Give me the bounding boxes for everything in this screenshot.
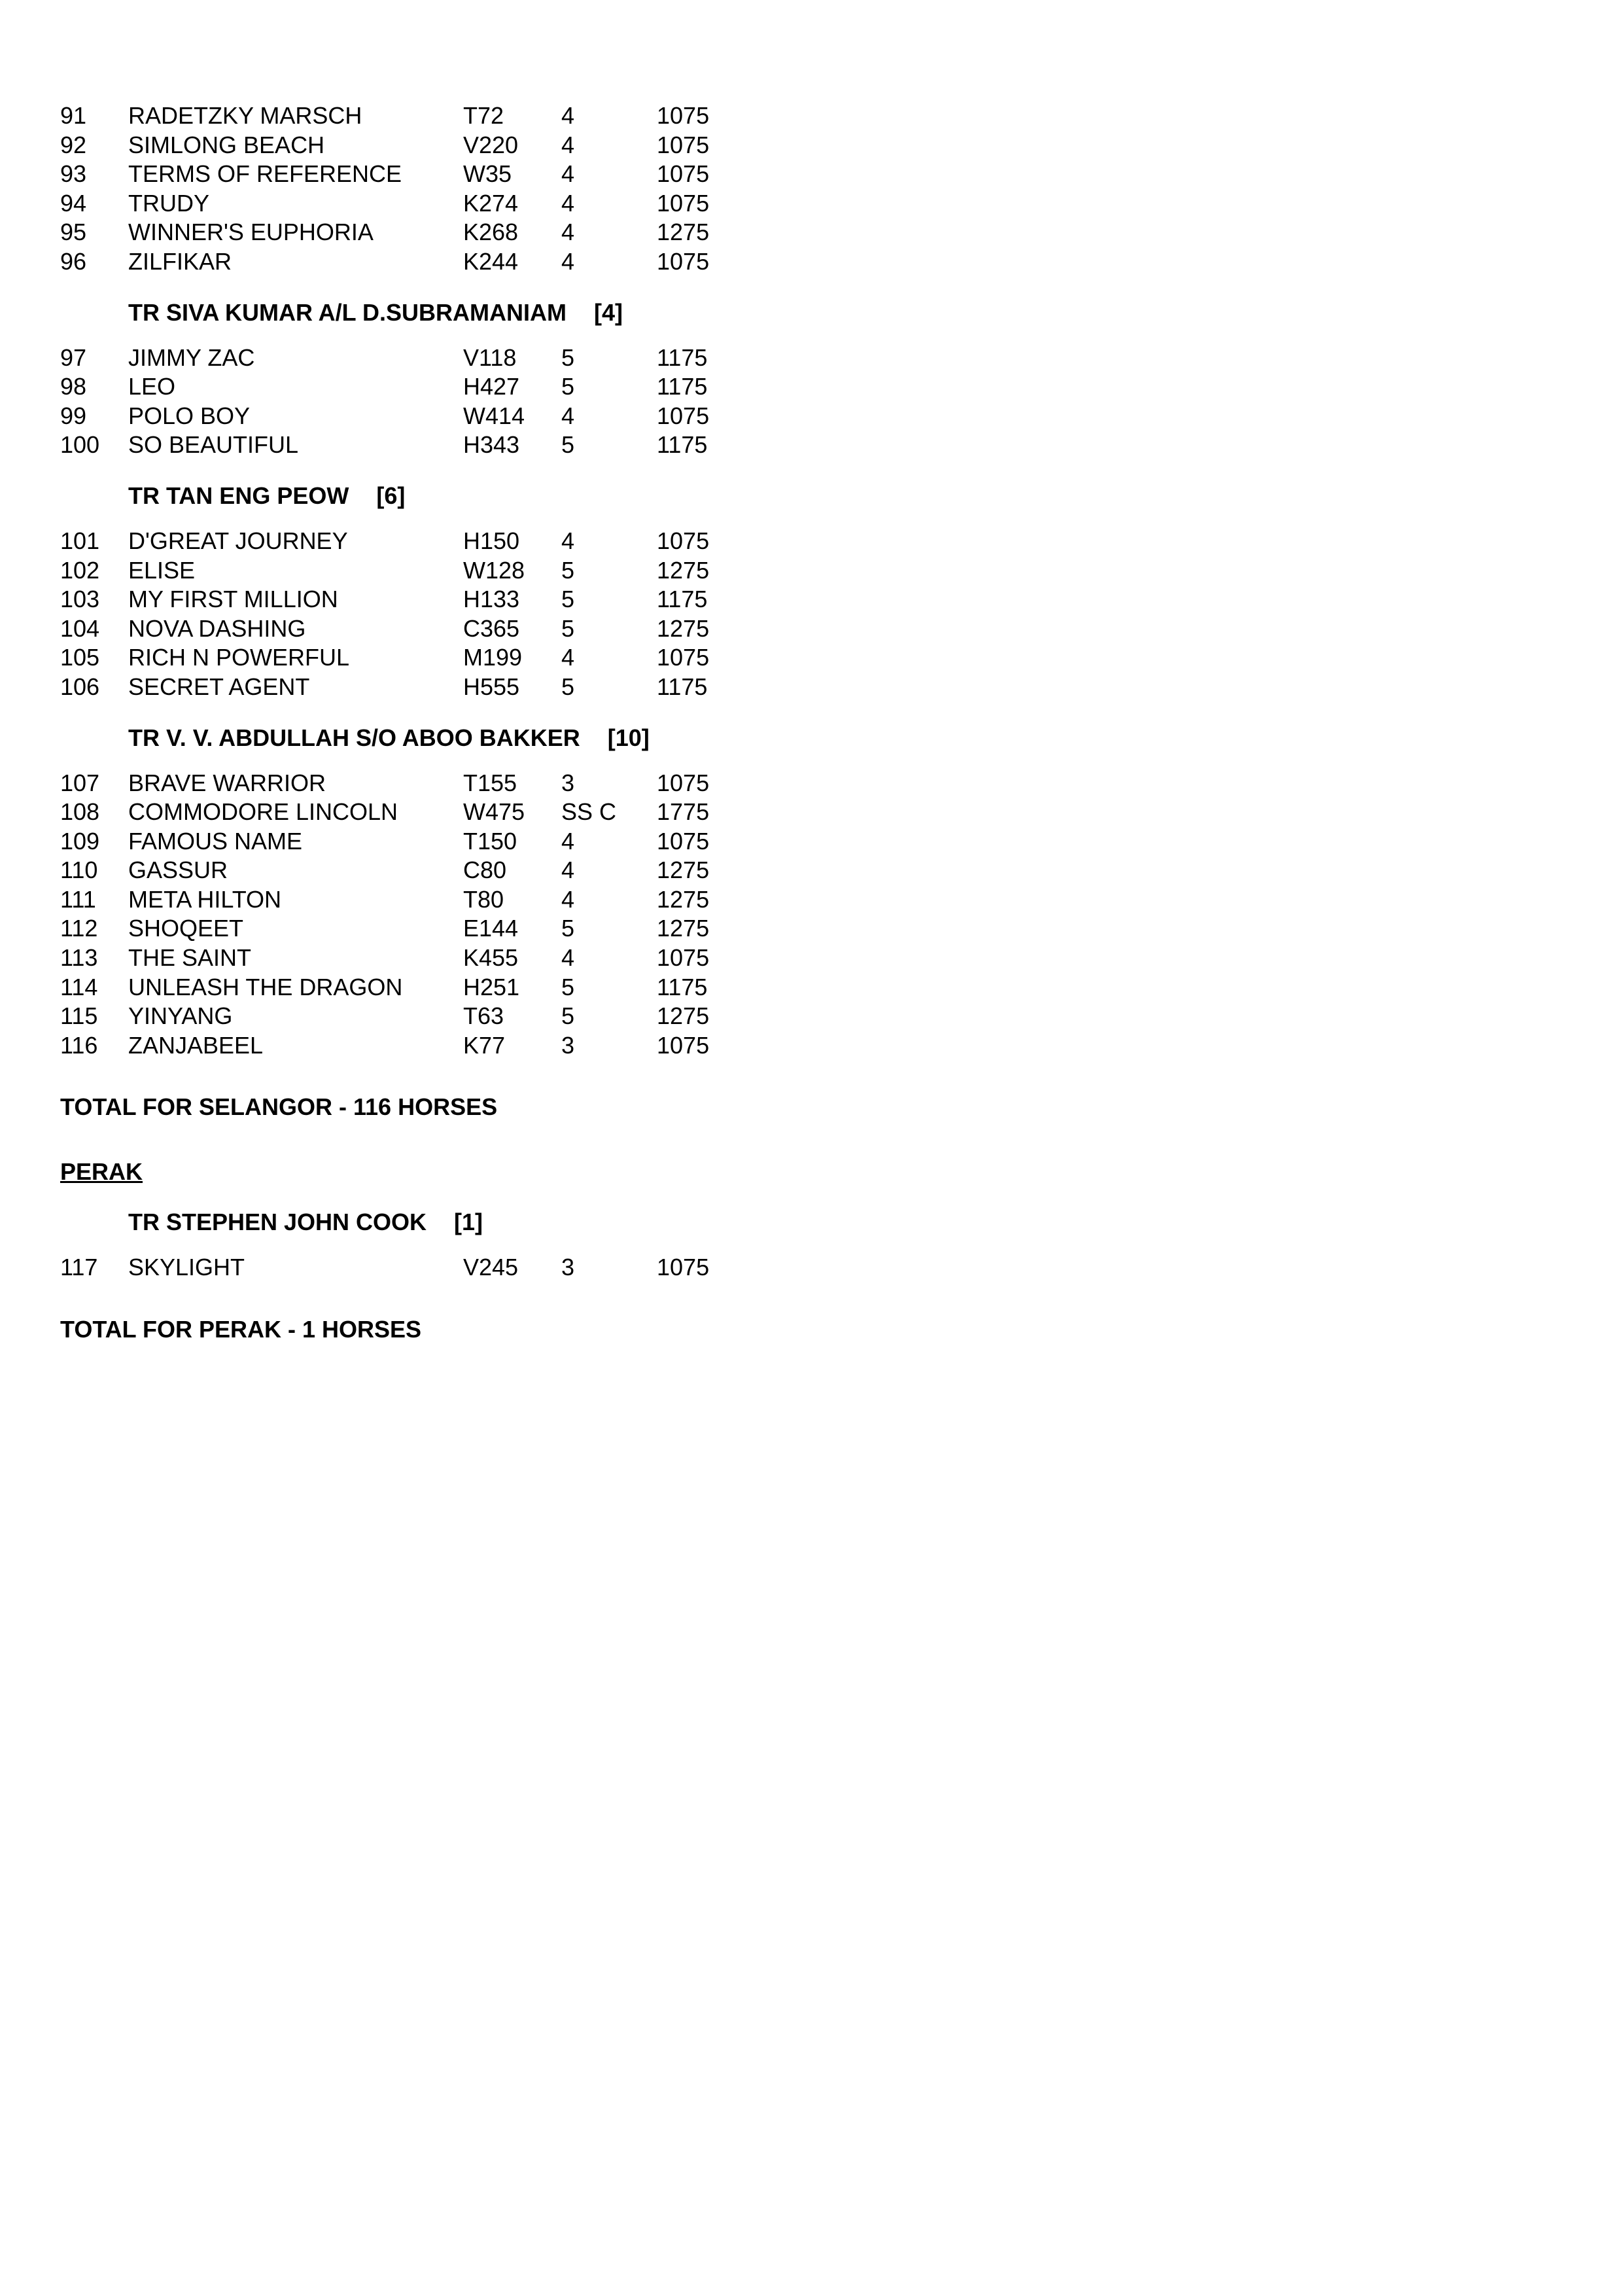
trainer-name: TR STEPHEN JOHN COOK bbox=[128, 1209, 427, 1236]
horse-row bbox=[60, 1031, 845, 1061]
trainer-heading bbox=[60, 482, 845, 510]
horse-name: ZANJABEEL bbox=[128, 1031, 264, 1059]
perak-section bbox=[60, 1208, 845, 1282]
horse-class: 3 bbox=[561, 1254, 575, 1281]
trainer-horse-count: [6] bbox=[376, 482, 406, 509]
horse-rating: 1075 bbox=[657, 944, 710, 972]
horse-number: 114 bbox=[60, 973, 98, 1000]
horse-class: 5 bbox=[561, 915, 575, 942]
horse-name: D'GREAT JOURNEY bbox=[128, 527, 348, 554]
trainer-name: TR TAN ENG PEOW bbox=[128, 482, 349, 509]
horse-code: K274 bbox=[463, 189, 519, 217]
horse-code: H133 bbox=[463, 586, 520, 613]
horse-rating: 1075 bbox=[657, 827, 710, 855]
horse-row bbox=[60, 247, 845, 277]
horse-class: 4 bbox=[561, 102, 575, 129]
horse-name: ZILFIKAR bbox=[128, 247, 232, 275]
horse-number: 98 bbox=[60, 373, 87, 400]
horse-name: JIMMY ZAC bbox=[128, 344, 255, 371]
trainer-name: TR SIVA KUMAR A/L D.SUBRAMANIAM bbox=[128, 298, 567, 326]
horse-number: 97 bbox=[60, 344, 87, 371]
horse-number: 107 bbox=[60, 769, 100, 796]
trainer-heading-text bbox=[128, 482, 405, 510]
horse-code: H150 bbox=[463, 527, 520, 554]
horse-code: K455 bbox=[463, 944, 519, 972]
horse-number: 92 bbox=[60, 131, 87, 158]
horse-name: META HILTON bbox=[128, 885, 282, 913]
total-perak: TOTAL FOR PERAK - 1 HORSES bbox=[60, 1316, 422, 1343]
horse-class: 4 bbox=[561, 527, 575, 554]
horse-rating: 1275 bbox=[657, 885, 710, 913]
horse-rating: 1075 bbox=[657, 769, 710, 796]
horse-rating: 1075 bbox=[657, 1031, 710, 1059]
horse-row bbox=[60, 643, 845, 673]
horse-row bbox=[60, 944, 845, 973]
horse-class: 4 bbox=[561, 219, 575, 246]
horse-number: 106 bbox=[60, 673, 100, 700]
trainer-heading-text bbox=[128, 1208, 483, 1237]
horse-name: COMMODORE LINCOLN bbox=[128, 798, 398, 826]
trainer-horse-count: [4] bbox=[593, 298, 623, 326]
horse-number: 109 bbox=[60, 827, 100, 855]
horse-row bbox=[60, 402, 845, 431]
horse-number: 94 bbox=[60, 189, 87, 217]
horse-row bbox=[60, 101, 845, 131]
horse-name: SIMLONG BEACH bbox=[128, 131, 325, 158]
horse-code: H251 bbox=[463, 973, 520, 1000]
horse-row bbox=[60, 827, 845, 857]
horse-row bbox=[60, 856, 845, 885]
trainer-horse-count: [10] bbox=[607, 724, 650, 751]
horse-name: SKYLIGHT bbox=[128, 1254, 245, 1281]
horse-name: LEO bbox=[128, 373, 176, 400]
horse-row bbox=[60, 131, 845, 160]
horse-row bbox=[60, 585, 845, 614]
horse-code: K268 bbox=[463, 219, 519, 246]
horse-number: 93 bbox=[60, 160, 87, 188]
horse-code: W475 bbox=[463, 798, 525, 826]
horse-number: 101 bbox=[60, 527, 100, 554]
horse-class: 4 bbox=[561, 857, 575, 884]
trainer-heading-text bbox=[128, 724, 650, 752]
horse-name: RICH N POWERFUL bbox=[128, 644, 350, 671]
horse-number: 116 bbox=[60, 1031, 98, 1059]
horse-code: E144 bbox=[463, 915, 519, 942]
horse-name: SO BEAUTIFUL bbox=[128, 431, 299, 459]
horse-row bbox=[60, 769, 845, 798]
trainer-heading bbox=[60, 724, 845, 752]
horse-code: C80 bbox=[463, 857, 507, 884]
horse-class: 4 bbox=[561, 131, 575, 158]
horse-class: SS C bbox=[561, 798, 617, 826]
horse-number: 105 bbox=[60, 644, 100, 671]
horse-row bbox=[60, 189, 845, 219]
horse-row bbox=[60, 973, 845, 1002]
horse-code: T72 bbox=[463, 102, 504, 129]
horse-class: 4 bbox=[561, 885, 575, 913]
horse-code: W414 bbox=[463, 402, 525, 429]
horse-rating: 1075 bbox=[657, 527, 710, 554]
horse-row bbox=[60, 431, 845, 460]
horse-class: 5 bbox=[561, 673, 575, 700]
region-heading-perak: PERAK bbox=[60, 1158, 143, 1186]
horse-number: 110 bbox=[60, 857, 98, 884]
horse-name: ELISE bbox=[128, 556, 196, 584]
horse-name: TRUDY bbox=[128, 189, 209, 217]
horse-rating: 1275 bbox=[657, 219, 710, 246]
horse-rating: 1275 bbox=[657, 915, 710, 942]
horse-rating: 1075 bbox=[657, 644, 710, 671]
horse-number: 102 bbox=[60, 556, 100, 584]
horse-rating: 1075 bbox=[657, 131, 710, 158]
horse-class: 4 bbox=[561, 160, 575, 188]
horse-code: T150 bbox=[463, 827, 517, 855]
trainer-name: TR V. V. ABDULLAH S/O ABOO BAKKER bbox=[128, 724, 580, 751]
horse-class: 3 bbox=[561, 1031, 575, 1059]
horse-name: UNLEASH THE DRAGON bbox=[128, 973, 403, 1000]
horse-rating: 1175 bbox=[657, 973, 708, 1000]
horse-class: 5 bbox=[561, 431, 575, 459]
horse-number: 95 bbox=[60, 219, 87, 246]
trainer-horse-count: [1] bbox=[454, 1209, 483, 1236]
horse-rating: 1775 bbox=[657, 798, 710, 826]
horse-number: 96 bbox=[60, 247, 87, 275]
horse-class: 3 bbox=[561, 769, 575, 796]
horse-number: 113 bbox=[60, 944, 98, 972]
horse-rating: 1175 bbox=[657, 431, 708, 459]
horse-code: K77 bbox=[463, 1031, 506, 1059]
horse-rating: 1075 bbox=[657, 102, 710, 129]
total-selangor: TOTAL FOR SELANGOR - 116 HORSES bbox=[60, 1093, 498, 1121]
horse-rating: 1075 bbox=[657, 189, 710, 217]
horse-row bbox=[60, 673, 845, 702]
horse-rating: 1175 bbox=[657, 673, 708, 700]
selangor-section bbox=[60, 101, 845, 1060]
horse-class: 4 bbox=[561, 644, 575, 671]
horse-name: MY FIRST MILLION bbox=[128, 586, 338, 613]
horse-rating: 1275 bbox=[657, 614, 710, 642]
horse-number: 115 bbox=[60, 1002, 98, 1030]
horse-row bbox=[60, 914, 845, 944]
horse-row bbox=[60, 344, 845, 373]
horse-row bbox=[60, 614, 845, 644]
horse-code: H555 bbox=[463, 673, 520, 700]
horse-name: POLO BOY bbox=[128, 402, 251, 429]
horse-rating: 1275 bbox=[657, 857, 710, 884]
horse-name: THE SAINT bbox=[128, 944, 252, 972]
horse-name: BRAVE WARRIOR bbox=[128, 769, 326, 796]
horse-row bbox=[60, 1253, 845, 1282]
horse-rating: 1075 bbox=[657, 247, 710, 275]
horse-name: WINNER'S EUPHORIA bbox=[128, 219, 374, 246]
horse-code: K244 bbox=[463, 247, 519, 275]
horse-number: 117 bbox=[60, 1254, 98, 1281]
horse-name: FAMOUS NAME bbox=[128, 827, 303, 855]
horse-row bbox=[60, 372, 845, 402]
horse-row bbox=[60, 1002, 845, 1031]
document-page bbox=[60, 101, 845, 1344]
horse-class: 5 bbox=[561, 1002, 575, 1030]
horse-class: 5 bbox=[561, 373, 575, 400]
horse-code: W35 bbox=[463, 160, 512, 188]
horse-rating: 1075 bbox=[657, 402, 710, 429]
horse-rating: 1275 bbox=[657, 556, 710, 584]
horse-rating: 1175 bbox=[657, 586, 708, 613]
horse-rating: 1275 bbox=[657, 1002, 710, 1030]
horse-name: YINYANG bbox=[128, 1002, 233, 1030]
horse-number: 104 bbox=[60, 614, 100, 642]
horse-code: V220 bbox=[463, 131, 519, 158]
trainer-heading bbox=[60, 1208, 845, 1237]
horse-number: 112 bbox=[60, 915, 98, 942]
horse-row bbox=[60, 798, 845, 827]
horse-number: 108 bbox=[60, 798, 100, 826]
horse-class: 4 bbox=[561, 944, 575, 972]
horse-rating: 1175 bbox=[657, 373, 708, 400]
horse-code: C365 bbox=[463, 614, 520, 642]
horse-row bbox=[60, 556, 845, 586]
horse-rating: 1075 bbox=[657, 160, 710, 188]
horse-code: T63 bbox=[463, 1002, 504, 1030]
horse-code: T155 bbox=[463, 769, 517, 796]
horse-number: 103 bbox=[60, 586, 100, 613]
horse-rating: 1175 bbox=[657, 344, 708, 371]
horse-number: 99 bbox=[60, 402, 87, 429]
horse-class: 5 bbox=[561, 614, 575, 642]
horse-class: 4 bbox=[561, 827, 575, 855]
horse-class: 5 bbox=[561, 556, 575, 584]
horse-code: M199 bbox=[463, 644, 523, 671]
horse-row bbox=[60, 218, 845, 247]
horse-code: V245 bbox=[463, 1254, 519, 1281]
horse-name: NOVA DASHING bbox=[128, 614, 306, 642]
horse-class: 4 bbox=[561, 402, 575, 429]
trainer-heading bbox=[60, 298, 845, 327]
horse-name: TERMS OF REFERENCE bbox=[128, 160, 402, 188]
horse-number: 111 bbox=[60, 885, 96, 913]
horse-number: 100 bbox=[60, 431, 100, 459]
horse-code: W128 bbox=[463, 556, 525, 584]
horse-class: 4 bbox=[561, 247, 575, 275]
horse-code: H427 bbox=[463, 373, 520, 400]
horse-name: GASSUR bbox=[128, 857, 228, 884]
horse-rating: 1075 bbox=[657, 1254, 710, 1281]
horse-code: V118 bbox=[463, 344, 517, 371]
horse-code: H343 bbox=[463, 431, 520, 459]
horse-class: 5 bbox=[561, 344, 575, 371]
horse-name: SECRET AGENT bbox=[128, 673, 310, 700]
horse-class: 4 bbox=[561, 189, 575, 217]
horse-row bbox=[60, 160, 845, 189]
trainer-heading-text bbox=[128, 298, 623, 327]
horse-number: 91 bbox=[60, 102, 87, 129]
horse-row bbox=[60, 885, 845, 915]
horse-class: 5 bbox=[561, 973, 575, 1000]
horse-name: RADETZKY MARSCH bbox=[128, 102, 362, 129]
horse-class: 5 bbox=[561, 586, 575, 613]
horse-code: T80 bbox=[463, 885, 504, 913]
horse-name: SHOQEET bbox=[128, 915, 244, 942]
horse-row bbox=[60, 527, 845, 556]
